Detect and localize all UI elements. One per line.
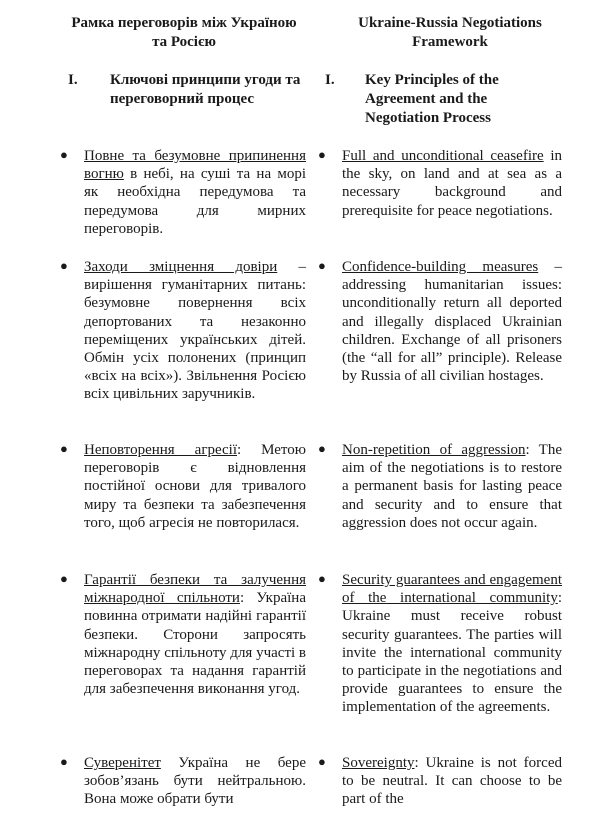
section-number: I. <box>68 72 78 88</box>
principle-term: Sovereignty <box>342 755 415 771</box>
bullet-icon: ● <box>318 754 326 769</box>
principle-term: Неповторення агресії <box>84 442 237 458</box>
principle-text: – вирішення гуманітарних питань: безумовне повернення всіх депортованих та незаконно переміщених українських дітей. Обмін усіх полонених (принцип «всіх на всіх»). Звільнення Росією всіх цивільних заручників. <box>84 259 307 403</box>
bullet-icon: ● <box>60 258 68 273</box>
principle-item <box>318 441 562 532</box>
principle-text: в небі, на суші та на морі як необхідна передумова та передумова для мирних переговорів. <box>84 166 306 237</box>
principle-term: Заходи зміцнення довіри <box>84 259 278 275</box>
principle-term: Full and unconditional ceasefire <box>342 148 544 164</box>
principle-item <box>318 754 562 809</box>
title-english: Ukraine-Russia Negotiations Framework <box>358 15 542 50</box>
section-title: Key Principles of the Agreement and the Negotiation Process <box>365 72 499 126</box>
section-heading-english <box>325 71 563 128</box>
bullet-icon: ● <box>60 147 68 162</box>
principle-term: Confidence-building measures <box>342 259 539 275</box>
principle-term: Non-repetition of aggression <box>342 442 526 458</box>
bullet-icon: ● <box>60 441 68 456</box>
title-ukrainian: Рамка переговорів між Україною та Росією <box>71 15 297 50</box>
bullet-icon: ● <box>318 571 326 586</box>
principle-term: Security guarantees and engagement of the international community <box>342 572 562 607</box>
principle-item <box>318 258 563 385</box>
principle-term: Суверенітет <box>84 755 161 771</box>
bullet-icon: ● <box>60 571 68 586</box>
principle-item <box>60 754 306 809</box>
principle-item <box>318 147 563 220</box>
principle-item <box>60 571 306 698</box>
principle-item <box>318 571 562 717</box>
principle-text: : Україна повинна отримати надійні гарантії безпеки. Сторони запросять міжнародну спільноту для участі в переговорах та надання гарантій для забезпечення виконання угод. <box>84 590 306 698</box>
bullet-icon: ● <box>318 147 326 162</box>
bullet-icon: ● <box>318 258 326 273</box>
section-title: Ключові принципи угоди та переговорний процес <box>110 72 301 107</box>
section-number: I. <box>325 72 335 88</box>
principle-term: Гарантії безпеки та залучення міжнародної спільноти <box>84 572 306 607</box>
principle-text: in the sky, on land and at sea as a necessary background and prerequisite for peace negotiations. <box>342 148 563 219</box>
principle-text: : Ukraine must receive robust security guarantees. The parties will invite the international community to participate in the negotiations and provide guarantees to ensure the implementation of the agreements. <box>342 590 562 716</box>
principle-item <box>60 147 306 238</box>
principle-text: Україна не бере зобов’язань бути нейтральною. Вона може обрати бути <box>84 755 306 808</box>
section-heading-ukrainian <box>68 71 308 109</box>
principle-item <box>60 258 307 404</box>
principle-text: : The aim of the negotiations is to restore a permanent basis for lasting peace and security and to ensure that aggression does not occur again. <box>342 442 562 531</box>
principle-text: : Ukraine is not forced to be neutral. It can choose to be part of the <box>342 755 562 808</box>
bullet-icon: ● <box>60 754 68 769</box>
bullet-icon: ● <box>318 441 326 456</box>
principle-text: – addressing humanitarian issues: unconditionally return all deported and illegally displaced Ukrainian children. Exchange of all prisoners (the “all for all” principle). Release by Russia of all civilian hostages. <box>342 259 563 385</box>
principle-term: Повне та безумовне припинення вогню <box>84 148 306 183</box>
principle-item <box>60 441 306 532</box>
principle-text: : Метою переговорів є відновлення постійної основи для тривалого миру та безпеки та забезпечення того, щоб агресія не повторилася. <box>84 442 306 531</box>
